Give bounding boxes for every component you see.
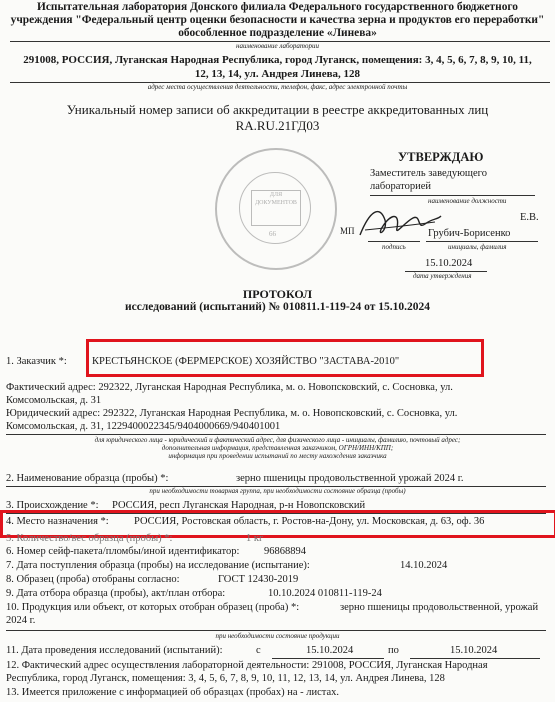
address-block-underline — [6, 434, 546, 435]
approval-position-line1: Заместитель заведующего — [370, 168, 487, 179]
approval-title: УТВЕРЖДАЮ — [398, 150, 484, 164]
seal-label: 6. Номер сейф-пакета/пломбы/иной идентификатор: — [6, 546, 240, 557]
address-caption: адрес места осуществления деятельности, телефон, факс, адрес электронной почты — [147, 83, 408, 91]
test-dates-to: 15.10.2024 — [450, 645, 498, 656]
sample-name-note: при необходимости товарная группа, при необходимости состояние образца (пробы) — [149, 487, 406, 495]
test-dates-label: 11. Дата проведения исследований (испытаний): — [6, 645, 223, 656]
product-value-line1: зерно пшеницы продовольственной, урожай — [340, 602, 539, 613]
attachment-label: 13. Имеется приложение с информацией об образцах (пробах) на - листах. — [6, 687, 340, 698]
test-dates-from-underline — [272, 658, 384, 659]
test-dates-from-label: с — [256, 645, 261, 656]
actual-address-line1: Фактический адрес: 292322, Луганская Народная Республика, м. о. Новопсковский, с. Сосновка, ул. — [6, 382, 453, 393]
stamp-text1: ДЛЯ — [269, 192, 283, 198]
org-name-line2: учреждения "Федеральный центр оценки безопасности и качества зерна и продуктов его переработки" — [10, 14, 545, 26]
sample-name-value: зерно пшеницы продовольственной урожай 2024 г. — [236, 473, 464, 484]
name-underline — [426, 241, 538, 242]
approval-position-line2: лабораторией — [370, 181, 431, 192]
destination-value: РОССИЯ, Ростовская область, г. Ростов-на-Дону, ул. Московская, д. 63, оф. 36 — [134, 516, 485, 527]
sample-name-label: 2. Наименование образца (пробы) *: — [6, 473, 169, 484]
approval-initials: Е.В. — [520, 212, 539, 223]
org-name-line1: Испытательная лаборатория Донского филиала Федерального государственного бюджетного — [37, 1, 518, 13]
seal-value: 96868894 — [264, 546, 306, 557]
protocol-subtitle: исследований (испытаний) № 010811.1-119-24 от 15.10.2024 — [125, 301, 430, 313]
approval-date: 15.10.2024 — [425, 258, 473, 269]
received-label: 7. Дата поступления образца (пробы) на исследование (испытание): — [6, 560, 310, 571]
registry-number: RA.RU.21ГД03 — [235, 118, 320, 133]
signature-caption: подпись — [382, 243, 406, 251]
sampled-label: 8. Образец (проба) отобраны согласно: — [6, 574, 180, 585]
date-caption: дата утверждения — [413, 272, 472, 280]
product-underline — [6, 630, 546, 631]
round-seal-stamp — [215, 148, 337, 270]
address-line2: 12, 13, 14, ул. Андрея Линева, 128 — [194, 68, 361, 80]
signature-underline — [368, 241, 420, 242]
legal-address-line2: Комсомольская, д. 31, 1229400022345/9404000669/940401001 — [6, 421, 281, 432]
customer-value: КРЕСТЬЯНСКОЕ (ФЕРМЕРСКОЕ) ХОЗЯЙСТВО "ЗАСТАВА-2010" — [92, 356, 400, 367]
product-label: 10. Продукция или объект, от которых отобран образец (проба) *: — [6, 602, 300, 613]
lab-address-line1: 12. Фактический адрес осуществления лабораторной деятельности: 291008, РОССИЯ, Луганская Народная — [6, 660, 488, 671]
product-value-line2: 2024 г. — [6, 615, 36, 626]
sampling-date-label: 9. Дата отбора образца (пробы), акт/план отбора: — [6, 588, 226, 599]
customer-highlight-box — [86, 339, 484, 377]
position-underline — [370, 195, 535, 196]
customer-label: 1. Заказчик *: — [6, 356, 67, 367]
customer-note-line1: для юридического лица - юридический и фактический адрес, для физического лица - инициалы, фамилию, почтовый адрес; — [94, 436, 461, 444]
org-name-line3: обособленное подразделение «Линева» — [178, 27, 377, 39]
mp-label: МП — [340, 226, 355, 236]
origin-value: РОССИЯ, респ Луганская Народная, р-н Новопсковский — [112, 500, 366, 511]
registry-label: Уникальный номер записи об аккредитации в реестре аккредитованных лиц — [66, 102, 489, 117]
quantity-label: 5. Количество/вес образца (пробы) *: — [6, 533, 173, 544]
address-line1: 291008, РОССИЯ, Луганская Народная Республика, город Луганск, помещения: 3, 4, 5, 6, 7, 8, 9, 10, 11, — [23, 54, 532, 66]
test-dates-from: 15.10.2024 — [306, 645, 354, 656]
customer-note-line3: информация при проведении испытаний по месту нахождения заказчика — [168, 452, 387, 460]
protocol-title: ПРОТОКОЛ — [242, 287, 313, 301]
stamp-number: 66 — [269, 230, 276, 238]
customer-note-line2: дополнительная информация, представленная заказчиком, ОГРН/ИНН/КПП; — [161, 444, 394, 452]
quantity-value: 1 кг — [246, 533, 264, 544]
sampled-value: ГОСТ 12430-2019 — [218, 574, 299, 585]
lab-address-line2: Республика, город Луганск, помещения: 3, 4, 5, 6, 7, 8, 9, 10, 11, 12, 13, 14, ул. Андрея Линева, 128 — [6, 673, 445, 684]
test-dates-to-underline — [410, 658, 540, 659]
approver-name: Грубич-Борисенко — [428, 228, 511, 239]
actual-address-line2: Комсомольская, д. 31 — [6, 395, 102, 406]
destination-label: 4. Место назначения *: — [6, 516, 109, 527]
name-caption: инициалы, фамилия — [448, 243, 507, 251]
received-value: 14.10.2024 — [400, 560, 448, 571]
legal-address-line1: Юридический адрес: 292322, Луганская Народная Республика, м. о. Новопсковский, с. Сосновка, ул. — [6, 408, 458, 419]
org-caption: наименование лаборатории — [236, 42, 319, 50]
stamp-text2: ДОКУМЕНТОВ — [255, 200, 297, 206]
product-note: при необходимости состояние продукции — [215, 632, 340, 640]
test-dates-to-label: по — [388, 645, 399, 656]
origin-label: 3. Происхождение *: — [6, 500, 99, 511]
sampling-date-value: 10.10.2024 010811-119-24 — [268, 588, 382, 599]
position-caption: наименование должности — [428, 197, 507, 205]
